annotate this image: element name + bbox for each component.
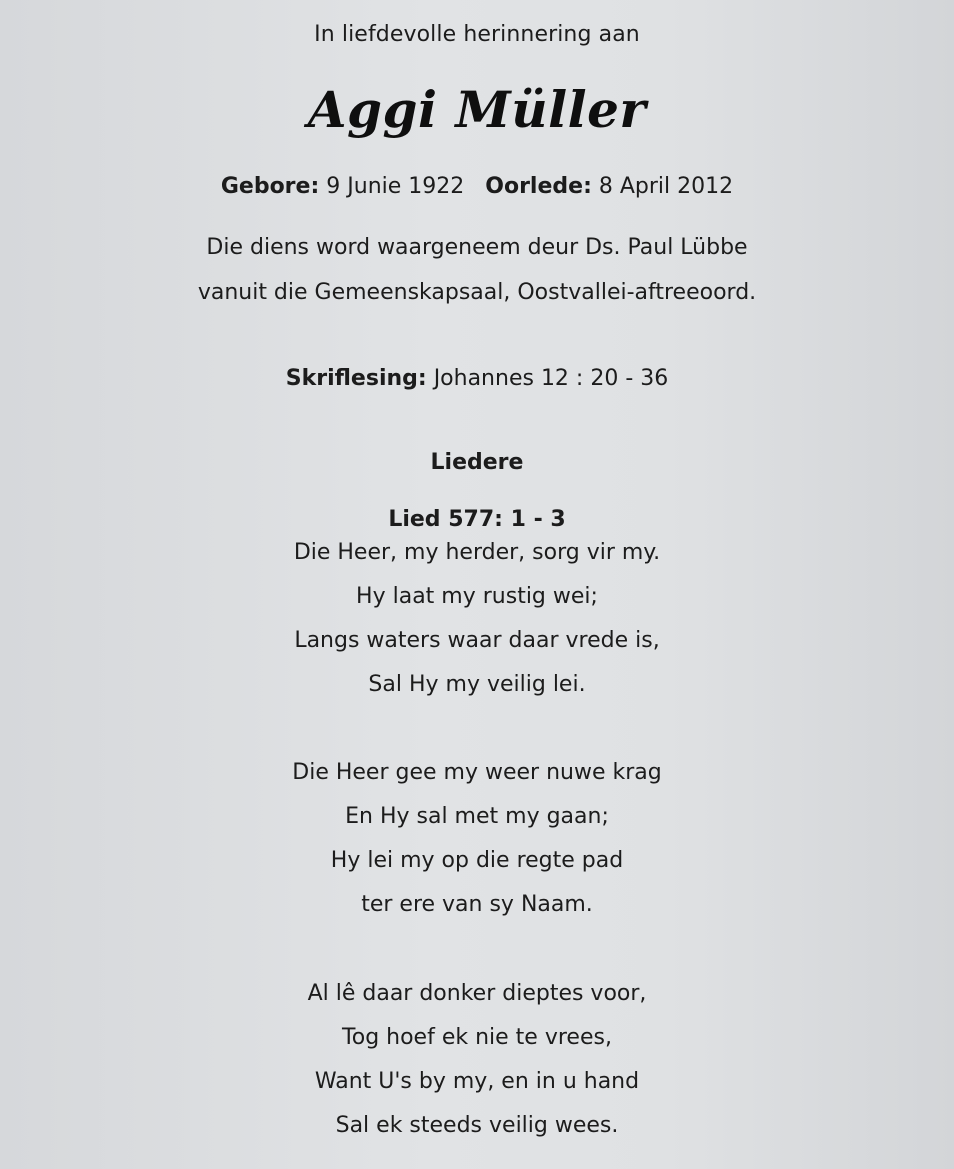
hymns-heading: Liedere (430, 450, 524, 475)
verse-line: ter ere van sy Naam. (361, 892, 593, 917)
verse-line: Sal Hy my veilig lei. (368, 672, 586, 697)
died-value: 8 April 2012 (598, 174, 734, 199)
service-line-1: Die diens word waargeneem deur Ds. Paul Lübbe (206, 235, 748, 260)
verse-line: Al lê daar donker dieptes voor, (307, 981, 647, 1006)
verse-line: Langs waters waar daar vrede is, (294, 628, 660, 653)
hymn-title: Lied 577: 1 - 3 (388, 507, 566, 532)
verse-line: Tog hoef ek nie te vrees, (342, 1025, 612, 1050)
verse-line: Want U's by my, en in u hand (314, 1069, 640, 1094)
died-label: Oorlede: (485, 174, 592, 199)
scripture-reading (0, 366, 954, 391)
born-value: 9 Junie 1922 (326, 174, 465, 199)
service-line-2: vanuit die Gemeenskapsaal, Oostvallei-aftreeoord. (197, 280, 757, 305)
verse-line: Hy laat my rustig wei; (356, 584, 598, 609)
dates-line (0, 174, 954, 199)
verse-line: Hy lei my op die regte pad (330, 848, 624, 873)
verse-line: Sal ek steeds veilig wees. (335, 1113, 619, 1138)
intro-text: In liefdevolle herinnering aan (314, 22, 640, 47)
reading-label: Skriflesing: (285, 366, 427, 391)
reading-value: Johannes 12 : 20 - 36 (433, 366, 669, 391)
deceased-name: Aggi Müller (307, 80, 647, 139)
verse-line: En Hy sal met my gaan; (345, 804, 609, 829)
verse-line: Die Heer, my herder, sorg vir my. (293, 540, 661, 565)
born-label: Gebore: (220, 174, 320, 199)
verse-line: Die Heer gee my weer nuwe krag (292, 760, 662, 785)
